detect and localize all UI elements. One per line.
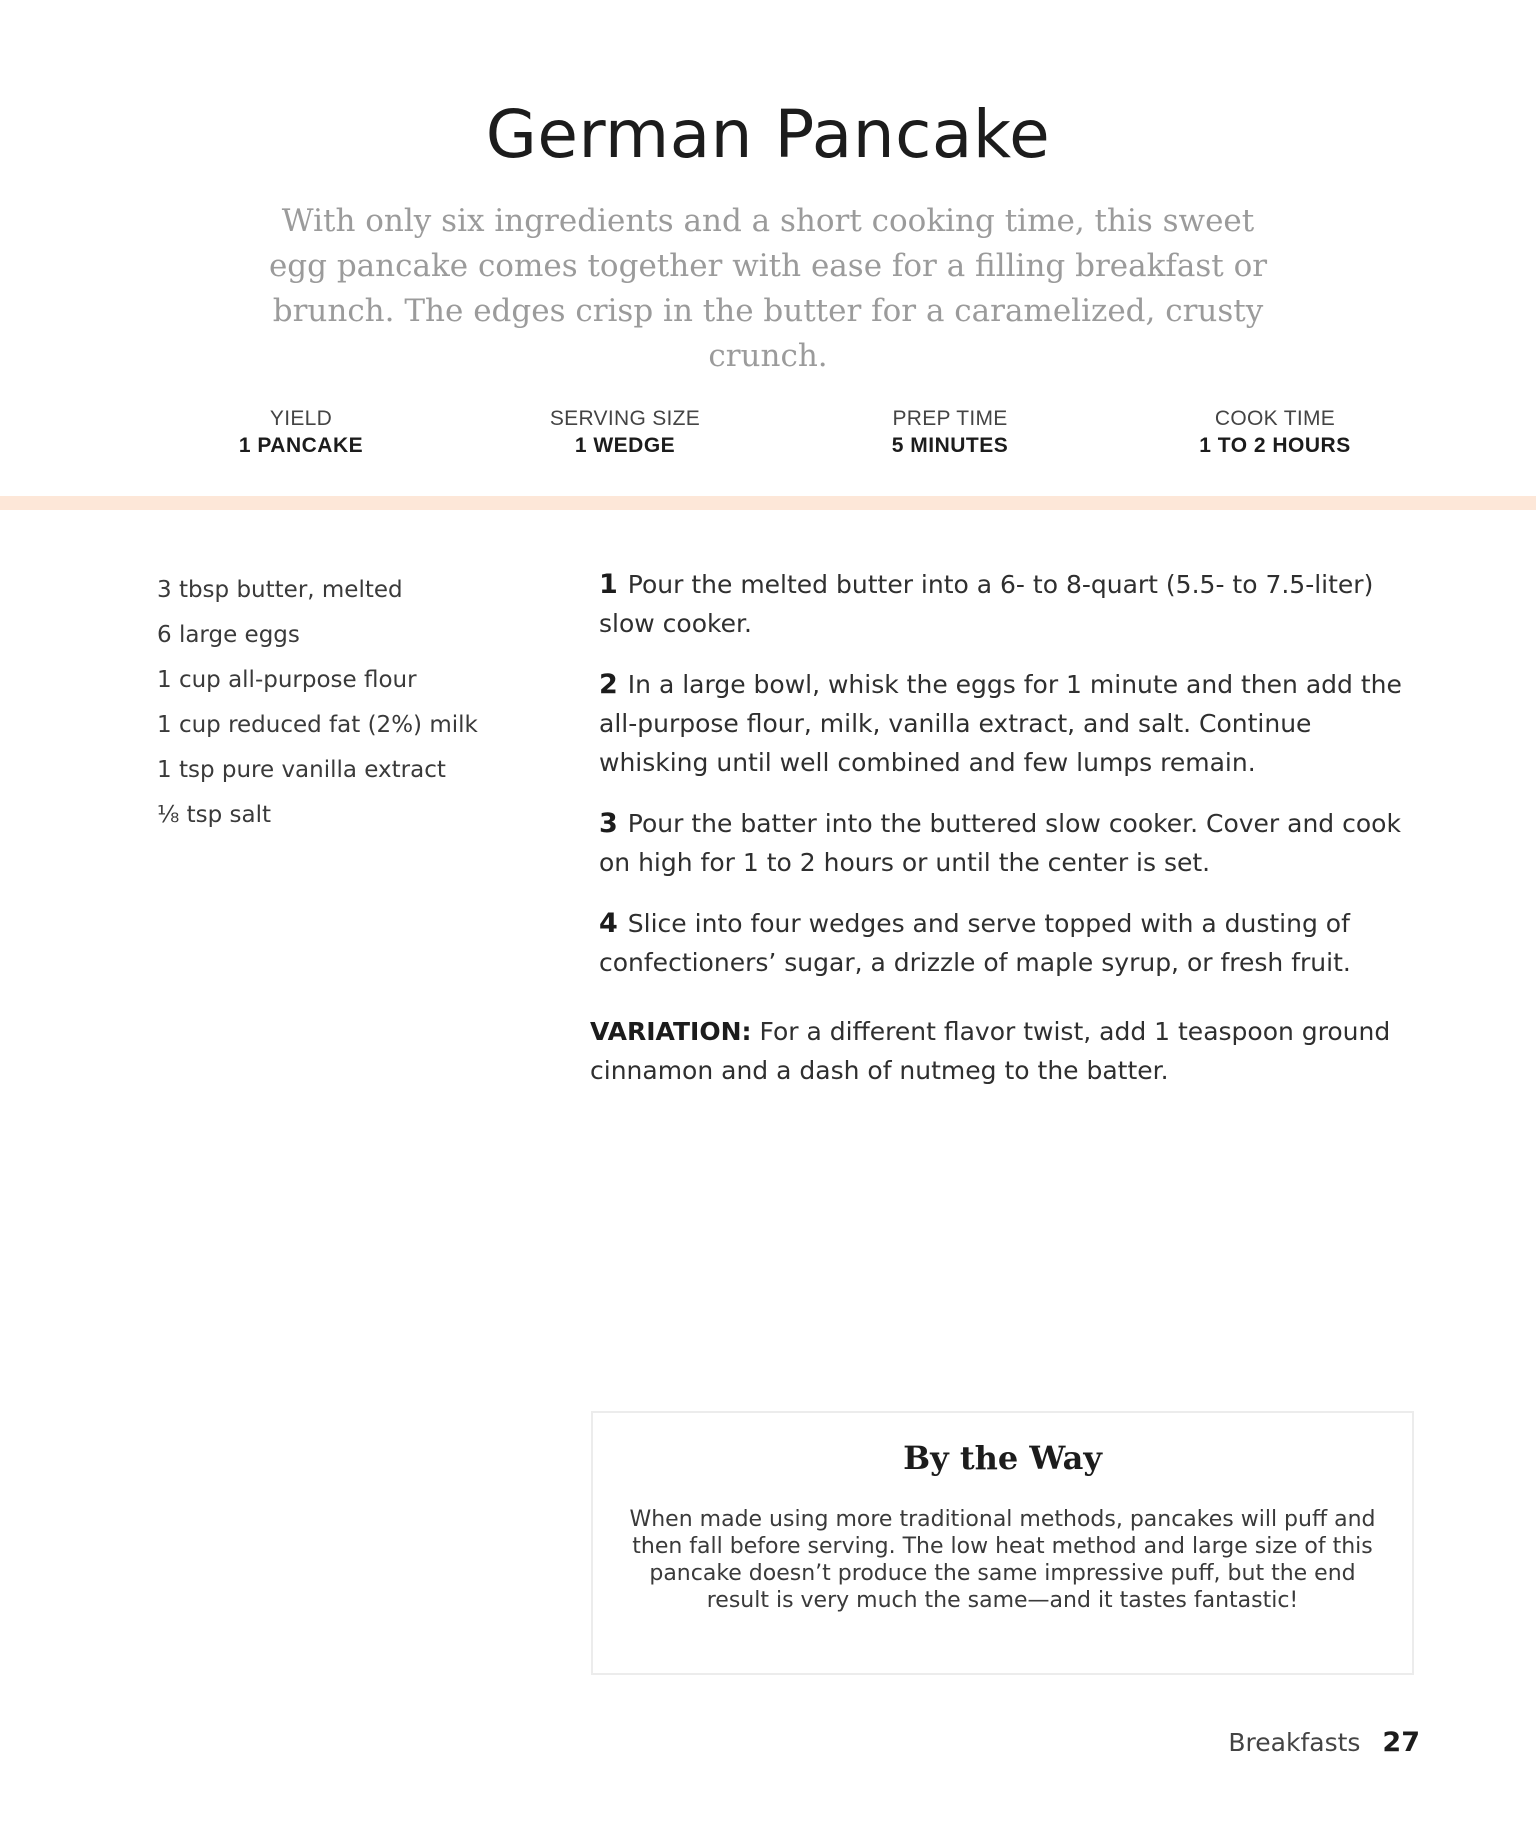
by-the-way-box (591, 1411, 1414, 1675)
variation-label: VARIATION: (590, 1017, 752, 1046)
meta-value: 1 TO 2 HOURS (1199, 434, 1351, 457)
meta-value: 5 MINUTES (891, 434, 1009, 457)
step-item (599, 904, 1419, 982)
by-the-way-text: When made using more traditional methods, pancakes will puff and then fall before serving. The low heat method and large size of this pancake doesn’t produce the same impressive puff, but the end result is very much the same—and it tastes fantastic! (629, 1507, 1376, 1613)
ingredient-item: 1 tsp pure vanilla extract (157, 757, 446, 783)
ingredient-item: 1 cup all-purpose flour (157, 667, 417, 693)
meta-label: SERVING SIZE (549, 407, 701, 430)
recipe-intro: With only six ingredients and a short cooking time, this sweet egg pancake comes together with ease for a filling breakfast or brunch. The edges crisp in the butter for a caramelized, crusty crunch. (268, 203, 1268, 374)
meta-yield (171, 406, 431, 460)
step-text: In a large bowl, whisk the eggs for 1 minute and then add the all-purpose flour, milk, vanilla extract, and salt. Continue whisking until well combined and few lumps remain. (599, 670, 1402, 777)
meta-cook-time (1145, 406, 1405, 460)
meta-label: COOK TIME (1214, 407, 1336, 430)
page-number: 27 (1382, 1727, 1420, 1758)
step-item (599, 665, 1419, 782)
step-text: Pour the batter into the buttered slow cooker. Cover and cook on high for 1 to 2 hours or until the center is set. (599, 809, 1401, 877)
meta-prep-time (820, 406, 1080, 460)
step-number: 1 (599, 569, 618, 600)
step-number: 2 (599, 669, 618, 700)
ingredient-list (157, 568, 478, 838)
step-number: 3 (599, 808, 618, 839)
ingredient-item: 1 cup reduced fat (2%) milk (157, 712, 478, 738)
step-item (599, 565, 1419, 643)
step-list (599, 565, 1419, 1004)
step-item (599, 804, 1419, 882)
page-footer (1228, 1727, 1420, 1758)
meta-label: YIELD (269, 407, 333, 430)
recipe-title: German Pancake (485, 96, 1051, 173)
meta-value: 1 WEDGE (574, 434, 676, 457)
ingredient-item: 6 large eggs (157, 622, 300, 648)
step-text: Slice into four wedges and serve topped with a dusting of confectioners’ sugar, a drizzle of maple syrup, or fresh fruit. (599, 909, 1351, 977)
meta-serving-size (495, 406, 755, 460)
divider-band (0, 496, 1536, 510)
step-number: 4 (599, 908, 618, 939)
step-text: Pour the melted butter into a 6- to 8-quart (5.5- to 7.5-liter) slow cooker. (599, 570, 1374, 638)
ingredient-item: 3 tbsp butter, melted (157, 577, 403, 603)
meta-label: PREP TIME (892, 407, 1008, 430)
by-the-way-heading: By the Way (903, 1439, 1102, 1477)
ingredient-item: ⅛ tsp salt (157, 802, 272, 828)
footer-section-name: Breakfasts (1228, 1728, 1361, 1757)
variation-note (590, 1012, 1420, 1090)
meta-value: 1 PANCAKE (238, 434, 364, 457)
variation-text: For a different flavor twist, add 1 teaspoon ground cinnamon and a dash of nutmeg to the batter. (590, 1017, 1391, 1085)
